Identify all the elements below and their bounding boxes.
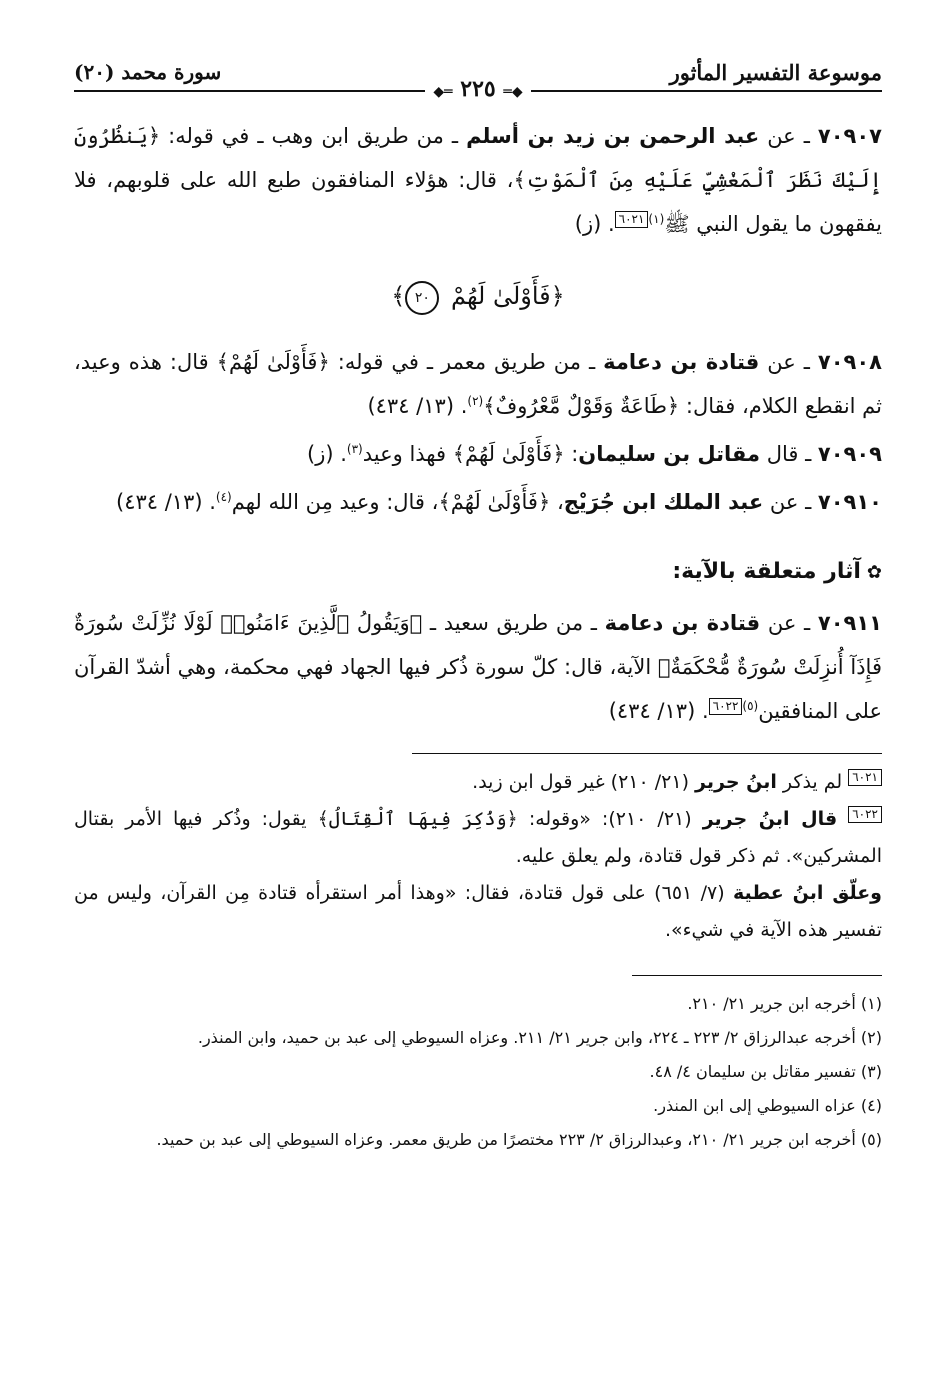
- section-heading-text: آثار متعلقة بالآية:: [672, 559, 861, 584]
- narrator-name: مقاتل بن سليمان: [578, 442, 761, 466]
- footnote-marker[interactable]: (٤): [215, 490, 232, 504]
- paragraph-number: ٧٠٩٠٩: [817, 442, 882, 466]
- page-header: [74, 56, 882, 102]
- footnote-4: (٤) عزاه السيوطي إلى ابن المنذر.: [653, 1096, 882, 1115]
- paragraph-70910: [74, 480, 882, 524]
- text: . (ز): [574, 212, 615, 236]
- scholar-name: قال ابنُ جرير: [702, 808, 838, 830]
- text: ،: [550, 490, 564, 514]
- verse-text: ﴿فَأَوْلَىٰ لَهُمْ: [450, 282, 565, 310]
- text: . (١٣/ ٤٣٤): [115, 490, 216, 514]
- text: (٧/ ٦٥١) على قول قتادة، فقال: «وهذا أمر استقرأه قتادة مِن القرآن، وليس من تفسير هذه الآية في شيء».: [74, 882, 882, 941]
- text: (٢١/ ٢١٠): «وقوله:: [517, 808, 703, 830]
- quran-quote: ﴿يَنظُرُونَ إِلَيْكَ نَظَرَ ٱلْمَغْشِيِّ عَلَيْهِ مِنَ ٱلْمَوْتِ﴾: [74, 124, 882, 192]
- note-reference-box: ٦٠٢١: [848, 769, 882, 786]
- paragraph-70911: [74, 601, 882, 733]
- scholar-name: ابنُ جرير: [695, 771, 777, 793]
- quran-quote: ﴿فَأَوْلَىٰ لَهُمْ﴾: [452, 442, 565, 466]
- text: الآية، قال: كلّ سورة ذُكر فيها الجهاد فهي محكمة، وهي أشدّ القرآن على المنافقين: [74, 655, 882, 723]
- quran-quote: ﴿وَيَقُولُ ٱلَّذِينَ ءَامَنُوا۟ لَوْلَا نُزِّلَتْ سُورَةٌ فَإِذَآ أُنزِلَتْ سُورَةٌ مُّحْكَمَةٌ﴾: [74, 611, 882, 679]
- notes-separator: [74, 753, 882, 754]
- text: ـ عن: [763, 490, 818, 514]
- quran-quote: ﴿وَذُكِرَ فِيهَا ٱلْقِتَالُ﴾: [317, 808, 518, 830]
- flower-ornament-icon: ✿: [866, 562, 882, 583]
- paragraph-70909: [74, 432, 882, 476]
- text: ـ من طريق معمر ـ في قوله:: [329, 350, 604, 374]
- note-ibn-atiyya: [74, 875, 882, 949]
- text: ، قال: هؤلاء المنافقون طبع الله على قلوبهم، فلا يفقهون ما يقول النبي ﷺ: [74, 168, 882, 236]
- commentary-notes: [74, 764, 882, 949]
- page-number-wrap: [74, 76, 882, 102]
- page-number: ٢٢٥: [460, 76, 496, 102]
- paragraph-number: ٧٠٩٠٧: [817, 124, 882, 148]
- footnote-1: (١) أخرجه ابن جرير ٢١/ ٢١٠.: [687, 994, 882, 1013]
- verse-close: ﴾: [391, 282, 406, 310]
- quran-quote: ﴿فَأَوْلَىٰ لَهُمْ﴾: [438, 490, 551, 514]
- text: فهذا وعيد: [362, 442, 453, 466]
- quran-quote: ﴿طَاعَةٌ وَقَوْلٌ مَّعْرُوفٌ﴾: [483, 394, 680, 418]
- footnote-marker[interactable]: (٣): [346, 442, 363, 456]
- footnote-3: (٣) تفسير مقاتل بن سليمان ٤/ ٤٨.: [649, 1062, 882, 1081]
- text: ـ من طريق سعيد ـ: [422, 611, 605, 635]
- text: ـ عن: [759, 350, 818, 374]
- text: يقول: وذُكر فيها الأمر بقتال المشركين». ثم ذكر قول قتادة، ولم يعلق عليه.: [74, 808, 882, 867]
- surah-title: سورة محمد (٢٠): [74, 60, 222, 84]
- section-heading: [74, 550, 882, 595]
- footnote-marker[interactable]: (٥): [742, 699, 759, 713]
- text: لم يذكر: [776, 771, 849, 793]
- ornament-right-icon: ═◆: [433, 84, 453, 100]
- note-6022: [74, 801, 882, 875]
- ayah-number-icon: ٢٠: [405, 281, 439, 315]
- note-reference-box[interactable]: ٦٠٢١: [615, 211, 649, 228]
- footnotes-separator: [632, 975, 882, 976]
- text: [837, 808, 848, 830]
- verse-heading: [74, 274, 882, 318]
- text: قال: هذه وعيد، ثم انقطع الكلام، فقال:: [74, 350, 882, 418]
- text: ـ قال: [760, 442, 818, 466]
- paragraph-number: ٧٠٩٠٨: [817, 350, 882, 374]
- text: . (١٣/ ٤٣٤): [608, 699, 709, 723]
- footnote-5: (٥) أخرجه ابن جرير ٢١/ ٢١٠، وعبدالرزاق ٢/ ٢٢٣ مختصرًا من طريق معمر. وعزاه السيوطي إلى عبد بن حميد.: [156, 1130, 882, 1149]
- text: ، قال: وعيد مِن الله لهم: [231, 490, 439, 514]
- scholar-name: وعلّق ابنُ عطية: [732, 882, 882, 904]
- footnote-2: (٢) أخرجه عبدالرزاق ٢/ ٢٢٣ ـ ٢٢٤، وابن جرير ٢١/ ٢١١. وعزاه السيوطي إلى عبد بن حميد، وابن المنذر.: [197, 1028, 882, 1047]
- paragraph-number: ٧٠٩١١: [817, 611, 882, 635]
- text: ـ من طريق ابن وهب ـ في قوله:: [160, 124, 467, 148]
- paragraph-number: ٧٠٩١٠: [817, 490, 882, 514]
- ornament-left-icon: ◆═: [503, 84, 523, 100]
- text: ـ عن: [760, 611, 818, 635]
- paragraph-70908: [74, 340, 882, 428]
- text: ـ عن: [759, 124, 818, 148]
- footnote-marker[interactable]: (١): [648, 212, 665, 226]
- paragraph-70907: [74, 114, 882, 246]
- page-number-box: [425, 76, 530, 102]
- narrator-name: عبد الرحمن بن زيد بن أسلم: [466, 124, 760, 148]
- main-text: [74, 114, 882, 733]
- text: (٢١/ ٢١٠) غير قول ابن زيد.: [472, 771, 696, 793]
- book-title: موسوعة التفسير المأثور: [669, 60, 882, 85]
- narrator-name: قتادة بن دعامة: [604, 611, 761, 635]
- narrator-name: عبد الملك ابن جُرَيْج: [563, 490, 764, 514]
- footnotes: [74, 988, 882, 1156]
- note-reference-box[interactable]: ٦٠٢٢: [709, 698, 743, 715]
- note-6021: [74, 764, 882, 801]
- text: . (١٣/ ٤٣٤): [367, 394, 468, 418]
- narrator-name: قتادة بن دعامة: [603, 350, 760, 374]
- text: . (ز): [307, 442, 347, 466]
- note-reference-box: ٦٠٢٢: [848, 806, 882, 823]
- footnote-marker[interactable]: (٢): [467, 394, 484, 408]
- text: :: [564, 442, 579, 466]
- quran-quote: ﴿فَأَوْلَىٰ لَهُمْ﴾: [216, 350, 330, 374]
